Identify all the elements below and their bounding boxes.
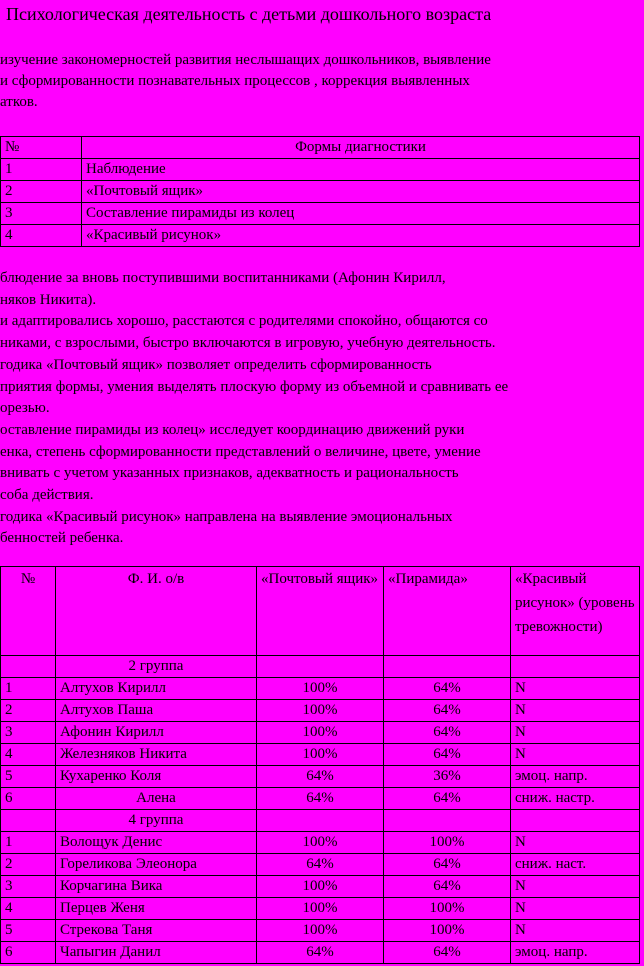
table-row bbox=[1, 854, 640, 876]
column-header-number: № bbox=[1, 567, 56, 656]
table-cell: 4 bbox=[1, 898, 56, 920]
table-row bbox=[1, 678, 640, 700]
column-header-forms: Формы диагностики bbox=[82, 137, 640, 159]
table-header-row bbox=[1, 567, 640, 656]
table-cell: 2 bbox=[1, 181, 82, 203]
text-line: няков Никита). bbox=[0, 291, 97, 308]
table-cell: N bbox=[511, 920, 640, 942]
column-header-pyramid: «Пирамида» bbox=[384, 567, 511, 656]
group-row bbox=[1, 656, 640, 678]
table-row bbox=[1, 788, 640, 810]
table-cell: 4 bbox=[1, 744, 56, 766]
table-cell: N bbox=[511, 678, 640, 700]
table-cell: 100% bbox=[257, 700, 384, 722]
table-cell: 64% bbox=[384, 722, 511, 744]
document-title: Психологическая деятельность с детьми дошкольного возраста bbox=[6, 4, 492, 24]
table-cell: 64% bbox=[384, 876, 511, 898]
table-cell: 64% bbox=[384, 942, 511, 964]
table-row bbox=[1, 898, 640, 920]
table-cell: 64% bbox=[257, 942, 384, 964]
table-cell: «Красивый рисунок» bbox=[82, 225, 640, 247]
text-line: и адаптировались хорошо, расстаются с родителями спокойно, общаются со bbox=[0, 313, 488, 330]
table-row bbox=[1, 942, 640, 964]
table-cell: 64% bbox=[384, 854, 511, 876]
intro-text bbox=[0, 50, 630, 113]
text-line: оставление пирамиды из колец» исследует координацию движений руки bbox=[0, 421, 465, 438]
table-cell: сниж. наст. bbox=[511, 854, 640, 876]
table-row bbox=[1, 832, 640, 854]
column-header-mailbox: «Почтовый ящик» bbox=[257, 567, 384, 656]
table-cell: 2 bbox=[1, 854, 56, 876]
table-cell: 64% bbox=[384, 678, 511, 700]
text-line: никами, с взрослыми, быстро включаются в игровую, учебную деятельность. bbox=[0, 335, 496, 352]
intro-line: атков. bbox=[0, 94, 38, 110]
table-cell: N bbox=[511, 700, 640, 722]
table-row bbox=[1, 203, 640, 225]
table-cell: 100% bbox=[257, 744, 384, 766]
table-cell: сниж. настр. bbox=[511, 788, 640, 810]
table-cell: 5 bbox=[1, 920, 56, 942]
table-row bbox=[1, 722, 640, 744]
table-cell: N bbox=[511, 876, 640, 898]
text-line: бенностей ребенка. bbox=[0, 530, 124, 547]
table-cell bbox=[257, 810, 384, 832]
table-cell: 100% bbox=[384, 832, 511, 854]
table-cell: 100% bbox=[257, 832, 384, 854]
table-cell: 100% bbox=[257, 722, 384, 744]
table-cell: 3 bbox=[1, 722, 56, 744]
text-line: внивать с учетом указанных признаков, адекватность и рациональность bbox=[0, 465, 459, 482]
table-cell: 4 bbox=[1, 225, 82, 247]
table-cell: Афонин Кирилл bbox=[56, 722, 257, 744]
description-text bbox=[0, 268, 632, 550]
table-cell: 64% bbox=[257, 788, 384, 810]
table-cell bbox=[1, 810, 56, 832]
table-cell: N bbox=[511, 722, 640, 744]
text-line: блюдение за вновь поступившими воспитанниками (Афонин Кирилл, bbox=[0, 270, 446, 286]
table-cell: 36% bbox=[384, 766, 511, 788]
table-cell: Корчагина Вика bbox=[56, 876, 257, 898]
table-cell: N bbox=[511, 744, 640, 766]
table-cell: 100% bbox=[257, 876, 384, 898]
table-cell: Кухаренко Коля bbox=[56, 766, 257, 788]
table-cell: N bbox=[511, 832, 640, 854]
table-row bbox=[1, 700, 640, 722]
table-row bbox=[1, 744, 640, 766]
text-line: годика «Красивый рисунок» направлена на выявление эмоциональных bbox=[0, 508, 453, 525]
table-cell: 1 bbox=[1, 832, 56, 854]
results-table bbox=[0, 566, 640, 964]
table-cell: Алтухов Кирилл bbox=[56, 678, 257, 700]
table-cell: 100% bbox=[384, 920, 511, 942]
text-line: годика «Почтовый ящик» позволяет определить сформированность bbox=[0, 356, 432, 373]
table-cell: 100% bbox=[257, 678, 384, 700]
text-line: енка, степень сформированности представлений о величине, цвете, умение bbox=[0, 443, 481, 460]
table-cell: «Почтовый ящик» bbox=[82, 181, 640, 203]
column-header-name: Ф. И. о/в bbox=[56, 567, 257, 656]
table-cell: Чапыгин Данил bbox=[56, 942, 257, 964]
intro-line: и сформированности познавательных процессов , коррекция выявленных bbox=[0, 73, 470, 89]
table-cell: Волощук Денис bbox=[56, 832, 257, 854]
table-cell: N bbox=[511, 898, 640, 920]
table-cell: эмоц. напр. bbox=[511, 766, 640, 788]
text-line: орезью. bbox=[0, 400, 50, 417]
table-cell: 100% bbox=[257, 920, 384, 942]
table-row bbox=[1, 920, 640, 942]
table-row bbox=[1, 876, 640, 898]
table-cell bbox=[511, 656, 640, 678]
table-cell: 5 bbox=[1, 766, 56, 788]
table-row bbox=[1, 225, 640, 247]
table-cell: Алена bbox=[56, 788, 257, 810]
table-cell: Наблюдение bbox=[82, 159, 640, 181]
table-cell: 64% bbox=[384, 788, 511, 810]
table-cell: 100% bbox=[384, 898, 511, 920]
table-cell: эмоц. напр. bbox=[511, 942, 640, 964]
results-body bbox=[1, 656, 640, 964]
table-row bbox=[1, 766, 640, 788]
diagnostics-table bbox=[0, 136, 640, 247]
table-cell bbox=[1, 656, 56, 678]
table-cell: Составление пирамиды из колец bbox=[82, 203, 640, 225]
table-cell: 64% bbox=[257, 766, 384, 788]
column-header-drawing: «Красивый рисунок» (уровень тревожности) bbox=[511, 567, 640, 656]
text-line: соба действия. bbox=[0, 487, 94, 504]
table-header-row bbox=[1, 137, 640, 159]
table-cell: 100% bbox=[257, 898, 384, 920]
table-cell: 3 bbox=[1, 203, 82, 225]
table-cell bbox=[257, 656, 384, 678]
table-cell: 6 bbox=[1, 942, 56, 964]
table-cell: Гореликова Элеонора bbox=[56, 854, 257, 876]
table-cell: 64% bbox=[384, 700, 511, 722]
table-cell: 1 bbox=[1, 678, 56, 700]
table-cell bbox=[511, 810, 640, 832]
table-cell: 3 bbox=[1, 876, 56, 898]
table-cell: 64% bbox=[257, 854, 384, 876]
group-label: 2 группа bbox=[56, 656, 257, 678]
table-cell: 1 bbox=[1, 159, 82, 181]
group-label: 4 группа bbox=[56, 810, 257, 832]
table-cell: Стрекова Таня bbox=[56, 920, 257, 942]
intro-line: изучение закономерностей развития неслышащих дошкольников, выявление bbox=[0, 52, 491, 68]
table-cell: 2 bbox=[1, 700, 56, 722]
table-cell bbox=[384, 810, 511, 832]
table-cell: Алтухов Паша bbox=[56, 700, 257, 722]
table-cell: Перцев Женя bbox=[56, 898, 257, 920]
table-cell: Железняков Никита bbox=[56, 744, 257, 766]
column-header-number: № bbox=[1, 137, 82, 159]
table-row bbox=[1, 181, 640, 203]
table-cell: 6 bbox=[1, 788, 56, 810]
table-cell bbox=[384, 656, 511, 678]
text-line: приятия формы, умения выделять плоскую форму из объемной и сравнивать ее bbox=[0, 378, 509, 395]
table-row bbox=[1, 159, 640, 181]
group-row bbox=[1, 810, 640, 832]
table-cell: 64% bbox=[384, 744, 511, 766]
